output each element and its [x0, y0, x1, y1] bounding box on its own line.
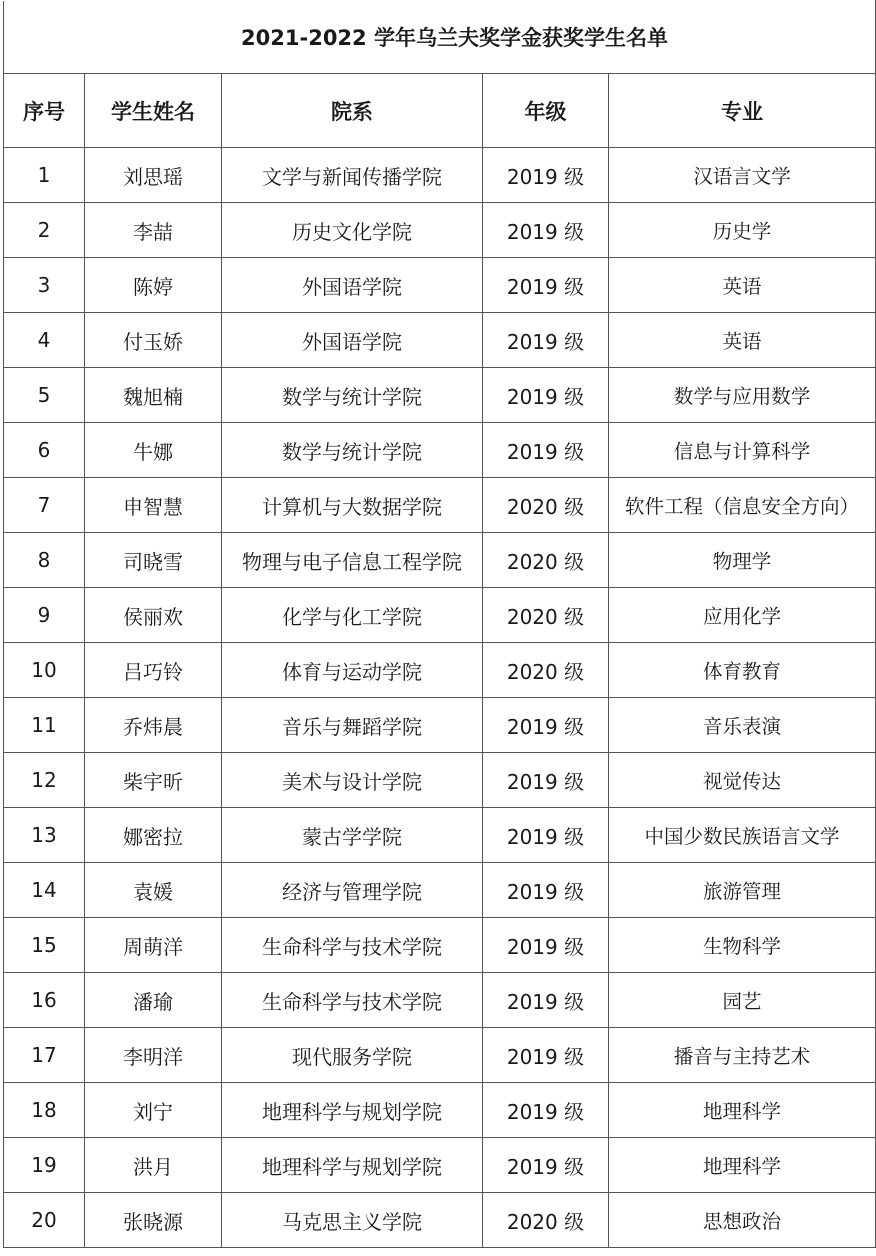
header-name: 学生姓名	[85, 74, 222, 148]
cell-major: 生物科学	[609, 918, 876, 973]
cell-major: 地理科学	[609, 1138, 876, 1193]
cell-major: 软件工程（信息安全方向）	[609, 478, 876, 533]
cell-no: 11	[4, 698, 85, 753]
cell-dept: 生命科学与技术学院	[222, 918, 483, 973]
cell-dept: 体育与运动学院	[222, 643, 483, 698]
cell-dept: 经济与管理学院	[222, 863, 483, 918]
cell-no: 7	[4, 478, 85, 533]
cell-grade: 2019 级	[483, 258, 609, 313]
cell-grade: 2020 级	[483, 1193, 609, 1248]
cell-student-name: 刘宁	[85, 1083, 222, 1138]
cell-no: 13	[4, 808, 85, 863]
cell-grade: 2020 级	[483, 478, 609, 533]
cell-grade: 2019 级	[483, 368, 609, 423]
cell-dept: 外国语学院	[222, 313, 483, 368]
cell-student-name: 柴宇昕	[85, 753, 222, 808]
title-row	[4, 1, 876, 74]
cell-grade: 2020 级	[483, 643, 609, 698]
table-row	[4, 258, 876, 313]
cell-grade: 2019 级	[483, 423, 609, 478]
table-title: 2021-2022 学年乌兰夫奖学金获奖学生名单	[4, 1, 876, 74]
cell-dept: 化学与化工学院	[222, 588, 483, 643]
table-row	[4, 1083, 876, 1138]
cell-student-name: 乔炜晨	[85, 698, 222, 753]
cell-major: 物理学	[609, 533, 876, 588]
cell-major: 英语	[609, 258, 876, 313]
cell-major: 音乐表演	[609, 698, 876, 753]
cell-no: 2	[4, 203, 85, 258]
cell-grade: 2019 级	[483, 203, 609, 258]
table-row	[4, 918, 876, 973]
cell-major: 播音与主持艺术	[609, 1028, 876, 1083]
cell-grade: 2019 级	[483, 1083, 609, 1138]
table-row	[4, 368, 876, 423]
cell-grade: 2019 级	[483, 1028, 609, 1083]
cell-student-name: 牛娜	[85, 423, 222, 478]
cell-student-name: 侯丽欢	[85, 588, 222, 643]
cell-major: 园艺	[609, 973, 876, 1028]
table-row	[4, 148, 876, 203]
cell-student-name: 付玉娇	[85, 313, 222, 368]
header-no: 序号	[4, 74, 85, 148]
cell-student-name: 司晓雪	[85, 533, 222, 588]
cell-grade: 2020 级	[483, 588, 609, 643]
cell-dept: 生命科学与技术学院	[222, 973, 483, 1028]
header-major: 专业	[609, 74, 876, 148]
cell-no: 20	[4, 1193, 85, 1248]
cell-major: 历史学	[609, 203, 876, 258]
cell-no: 8	[4, 533, 85, 588]
cell-no: 6	[4, 423, 85, 478]
cell-no: 19	[4, 1138, 85, 1193]
cell-dept: 历史文化学院	[222, 203, 483, 258]
cell-no: 18	[4, 1083, 85, 1138]
cell-student-name: 张晓源	[85, 1193, 222, 1248]
table-row	[4, 478, 876, 533]
cell-dept: 马克思主义学院	[222, 1193, 483, 1248]
cell-major: 思想政治	[609, 1193, 876, 1248]
cell-no: 10	[4, 643, 85, 698]
cell-major: 数学与应用数学	[609, 368, 876, 423]
cell-major: 应用化学	[609, 588, 876, 643]
cell-student-name: 李喆	[85, 203, 222, 258]
cell-student-name: 吕巧铃	[85, 643, 222, 698]
cell-no: 5	[4, 368, 85, 423]
table-row	[4, 643, 876, 698]
cell-dept: 物理与电子信息工程学院	[222, 533, 483, 588]
cell-student-name: 申智慧	[85, 478, 222, 533]
header-row	[4, 74, 876, 148]
cell-no: 9	[4, 588, 85, 643]
cell-grade: 2019 级	[483, 863, 609, 918]
cell-major: 英语	[609, 313, 876, 368]
cell-grade: 2020 级	[483, 533, 609, 588]
cell-dept: 蒙古学学院	[222, 808, 483, 863]
cell-dept: 外国语学院	[222, 258, 483, 313]
table-row	[4, 588, 876, 643]
award-table	[3, 0, 876, 1248]
cell-no: 16	[4, 973, 85, 1028]
table-row	[4, 1028, 876, 1083]
table-row	[4, 973, 876, 1028]
cell-dept: 美术与设计学院	[222, 753, 483, 808]
cell-major: 地理科学	[609, 1083, 876, 1138]
cell-dept: 音乐与舞蹈学院	[222, 698, 483, 753]
cell-student-name: 潘瑜	[85, 973, 222, 1028]
cell-major: 体育教育	[609, 643, 876, 698]
cell-no: 14	[4, 863, 85, 918]
cell-grade: 2019 级	[483, 313, 609, 368]
table-row	[4, 753, 876, 808]
table-row	[4, 863, 876, 918]
cell-no: 4	[4, 313, 85, 368]
table-row	[4, 808, 876, 863]
award-list-sheet	[3, 0, 875, 1252]
cell-student-name: 周萌洋	[85, 918, 222, 973]
cell-grade: 2019 级	[483, 808, 609, 863]
cell-no: 17	[4, 1028, 85, 1083]
cell-no: 1	[4, 148, 85, 203]
cell-grade: 2019 级	[483, 1138, 609, 1193]
table-row	[4, 423, 876, 478]
cell-grade: 2019 级	[483, 753, 609, 808]
cell-student-name: 李明洋	[85, 1028, 222, 1083]
cell-dept: 数学与统计学院	[222, 368, 483, 423]
cell-no: 3	[4, 258, 85, 313]
header-grade: 年级	[483, 74, 609, 148]
table-row	[4, 1193, 876, 1248]
table-row	[4, 698, 876, 753]
cell-dept: 数学与统计学院	[222, 423, 483, 478]
cell-student-name: 陈婷	[85, 258, 222, 313]
table-row	[4, 203, 876, 258]
cell-major: 中国少数民族语言文学	[609, 808, 876, 863]
cell-student-name: 娜密拉	[85, 808, 222, 863]
table-row	[4, 533, 876, 588]
cell-major: 信息与计算科学	[609, 423, 876, 478]
cell-student-name: 洪月	[85, 1138, 222, 1193]
cell-dept: 地理科学与规划学院	[222, 1138, 483, 1193]
cell-dept: 现代服务学院	[222, 1028, 483, 1083]
cell-major: 汉语言文学	[609, 148, 876, 203]
cell-grade: 2019 级	[483, 148, 609, 203]
cell-grade: 2019 级	[483, 698, 609, 753]
cell-major: 旅游管理	[609, 863, 876, 918]
header-dept: 院系	[222, 74, 483, 148]
cell-major: 视觉传达	[609, 753, 876, 808]
cell-dept: 地理科学与规划学院	[222, 1083, 483, 1138]
cell-grade: 2019 级	[483, 918, 609, 973]
cell-student-name: 魏旭楠	[85, 368, 222, 423]
cell-grade: 2019 级	[483, 973, 609, 1028]
cell-no: 12	[4, 753, 85, 808]
cell-dept: 计算机与大数据学院	[222, 478, 483, 533]
table-row	[4, 313, 876, 368]
cell-student-name: 袁媛	[85, 863, 222, 918]
table-row	[4, 1138, 876, 1193]
cell-no: 15	[4, 918, 85, 973]
cell-dept: 文学与新闻传播学院	[222, 148, 483, 203]
cell-student-name: 刘思瑶	[85, 148, 222, 203]
